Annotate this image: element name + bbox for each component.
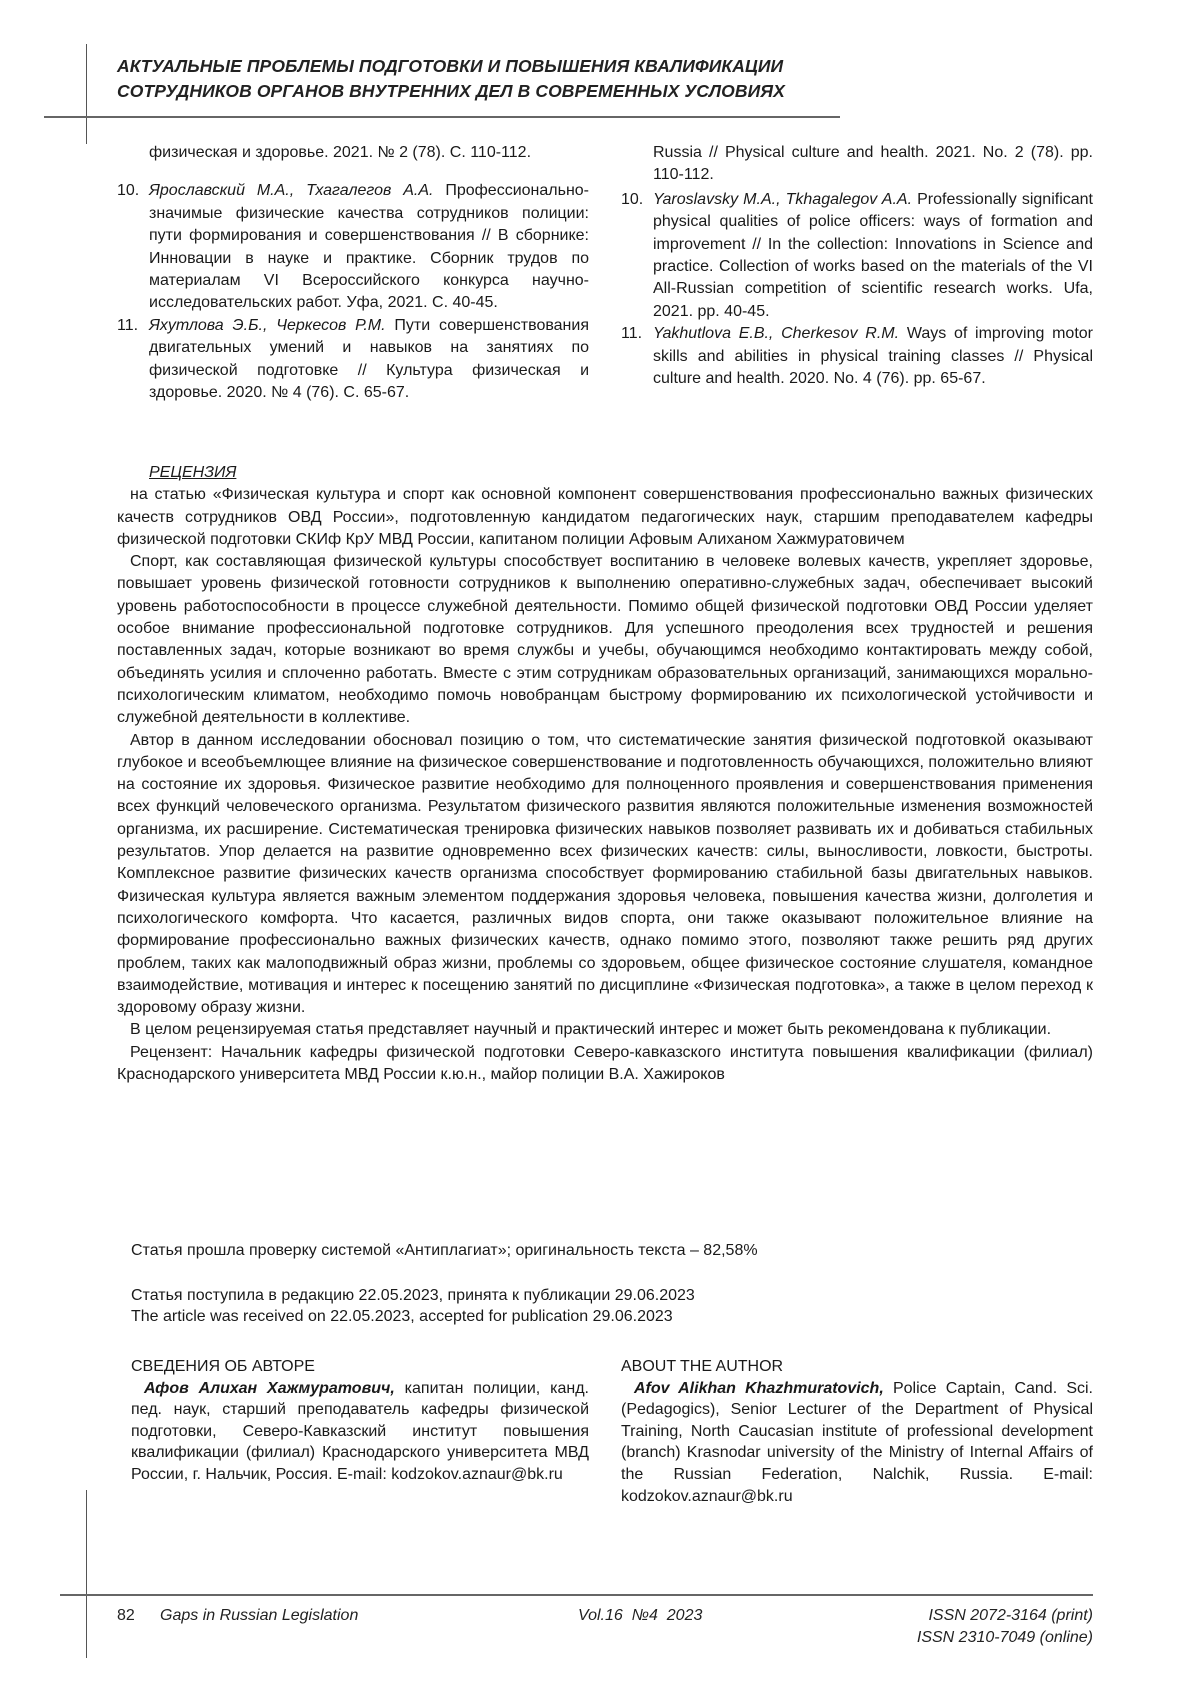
review-paragraph: Автор в данном исследовании обосновал позицию о том, что систематические занятия физической подготовкой оказывают глубокое и всеобъемлющее влияние на физическое совершенствование и подготовленность обучающихся, положительно влияют на состояние их здоровья. Физическое развитие необходимо для полноценного проявления и совершенствования применения всех функций человеческого организма. Результатом физического развития являются положительные изменения возможностей организма, их расширение. Систематическая тренировка физических навыков позволяет развивать их и добиваться стабильных результатов. Упор делается на развитие одновременно всех физических качеств: силы, выносливости, ловкости, быстроты. Комплексное развитие физических качеств организма способствует формированию стабильной базы двигательных навыков. Физическая культура является важным элементом поддержания здоровья человека, повышения качества жизни, долголетия и психологического комфорта. Что касается, различных видов спорта, они также оказывают положительное влияние на формирование профессионально важных физических качеств, однако помимо этого, позволяют также решить ряд других проблем, таких как малоподвижный образ жизни, проблемы со здоровьем, общее физическое состояние слушателя, командное взаимодействие, мотивация и интерес к посещению занятий по дисциплине «Физическая подготовка», а также в целом переход к здоровому образу жизни.	[117, 730, 1093, 1020]
issue-info: Vol.16 №4 2023	[578, 1607, 702, 1625]
references-russian	[117, 142, 589, 404]
author-heading: ABOUT THE AUTHOR	[621, 1356, 1093, 1378]
reference-item	[117, 315, 589, 405]
review-section	[117, 462, 1093, 1086]
reference-text: Ways of improving motor skills and abilities in physical training classes // Physical culture and health. 2020. No. 4 (76). pp. 65-67.	[653, 325, 1093, 387]
reference-text: Professionally significant physical qualities of police officers: ways of formation and improvement // In the collection: Innovations in Science and practice. Collection of works based on the materials of the VI All-Russian competition of scientific research works. Ufa, 2021. pp. 40-45.	[653, 191, 1093, 320]
running-header	[117, 54, 785, 104]
reference-item	[621, 323, 1093, 390]
reference-item	[117, 180, 589, 314]
running-header-line-2: СОТРУДНИКОВ ОРГАНОВ ВНУТРЕННИХ ДЕЛ В СОВРЕМЕННЫХ УСЛОВИЯХ	[117, 79, 785, 104]
references-english	[621, 142, 1093, 390]
page-number: 82	[117, 1607, 135, 1625]
reference-item	[621, 189, 1093, 323]
author-details: капитан полиции, канд. пед. наук, старший преподаватель кафедры физической подготовки, Северо-Кавказский институт повышения квалификации (филиал) Краснодарского университета МВД России, г. Нальчик, Россия. E-mail: kodzokov.aznaur@bk.ru	[131, 1380, 589, 1483]
reference-number: 11.	[621, 323, 653, 390]
reference-continuation: Russia // Physical culture and health. 2021. No. 2 (78). pp. 110-112.	[621, 142, 1093, 187]
review-paragraph: Спорт, как составляющая физической культуры способствует воспитанию в человеке волевых качеств, укрепляет здоровье, повышает уровень физической готовности сотрудников к выполнению оперативно-служебных задач, обеспечивает высокий уровень работоспособности в процессе служебной деятельности. Помимо общей физической подготовки ОВД России уделяет особое внимание профессиональной подготовке сотрудников. Для успешного преодоления всех трудностей и решения поставленных задач, которые возникают во время службы и учебы, обучающимся необходимо контактировать между собой, объединять усилия и сплоченно работать. Вместе с этим сотрудникам образовательных организаций, занимающихся морально-психологическим климатом, необходимо помочь новобранцам быстрому формированию их психологической устойчивости и служебной деятельности в коллективе.	[117, 551, 1093, 729]
review-paragraph: В целом рецензируемая статья представляет научный и практический интерес и может быть рекомендована к публикации.	[117, 1019, 1093, 1041]
author-info-russian	[131, 1356, 589, 1486]
reference-number: 10.	[621, 189, 653, 323]
header-vertical-rule	[86, 44, 87, 144]
reference-authors: Yaroslavsky M.A., Tkhagalegov A.A.	[653, 191, 912, 208]
author-name: Афов Алихан Хажмуратович,	[144, 1380, 395, 1397]
review-title: РЕЦЕНЗИЯ	[149, 462, 1093, 484]
received-note-ru: Статья поступила в редакцию 22.05.2023, принята к публикации 29.06.2023	[131, 1285, 695, 1306]
footer-horizontal-rule	[60, 1594, 1093, 1596]
reference-number: 10.	[117, 180, 149, 314]
reviewer-paragraph: Рецензент: Начальник кафедры физической подготовки Северо-кавказского института повышения квалификации (филиал) Краснодарского университета МВД России к.ю.н., майор полиции В.А. Хажироков	[117, 1042, 1093, 1087]
reference-authors: Ярославский М.А., Тхагалегов А.А.	[149, 182, 433, 199]
author-heading: СВЕДЕНИЯ ОБ АВТОРЕ	[131, 1356, 589, 1378]
running-header-line-1: АКТУАЛЬНЫЕ ПРОБЛЕМЫ ПОДГОТОВКИ И ПОВЫШЕНИЯ КВАЛИФИКАЦИИ	[117, 54, 785, 79]
author-info-english	[621, 1356, 1093, 1507]
issn-online: ISSN 2310-7049 (online)	[917, 1629, 1093, 1647]
issn-print: ISSN 2072-3164 (print)	[928, 1607, 1093, 1625]
reference-authors: Yakhutlova E.B., Cherkesov R.M.	[653, 325, 899, 342]
author-details: Police Captain, Cand. Sci.(Pedagogics), Senior Lecturer of the Department of Physical Training, North Caucasian institute of professional development (branch) Krasnodar university of the Ministry of Internal Affairs of the Russian Federation, Nalchik, Russia. E-mail: kodzokov.aznaur@bk.ru	[621, 1380, 1093, 1505]
journal-name: Gaps in Russian Legislation	[160, 1607, 358, 1625]
reference-authors: Яхутлова Э.Б., Черкесов Р.М.	[149, 317, 386, 334]
reference-number: 11.	[117, 315, 149, 405]
review-paragraph: на статью «Физическая культура и спорт как основной компонент совершенствования профессионально важных физических качеств сотрудников ОВД России», подготовленную кандидатом педагогических наук, старшим преподавателем кафедры физической подготовки СКИф КрУ МВД России, капитаном полиции Афовым Алиханом Хажмуратовичем	[117, 484, 1093, 551]
header-horizontal-rule	[44, 116, 840, 118]
author-name: Afov Alikhan Khazhmuratovich,	[634, 1380, 884, 1397]
reference-text: Профессионально-значимые физические качества сотрудников полиции: пути формирования и совершенствования // В сборнике: Инновации в науке и практике. Сборник трудов по материалам VI Всероссийского конкурса научно-исследовательских работ. Уфа, 2021. С. 40-45.	[149, 182, 589, 311]
reference-continuation: физическая и здоровье. 2021. № 2 (78). С. 110-112.	[117, 142, 589, 164]
footer-vertical-rule	[86, 1490, 87, 1658]
antiplagiat-note: Статья прошла проверку системой «Антиплагиат»; оригинальность текста – 82,58%	[131, 1240, 758, 1261]
received-note-en: The article was received on 22.05.2023, accepted for publication 29.06.2023	[131, 1306, 673, 1327]
reference-text: Пути совершенствования двигательных умений и навыков на занятиях по физической подготовке // Культура физическая и здоровье. 2020. № 4 (76). С. 65-67.	[149, 317, 589, 401]
